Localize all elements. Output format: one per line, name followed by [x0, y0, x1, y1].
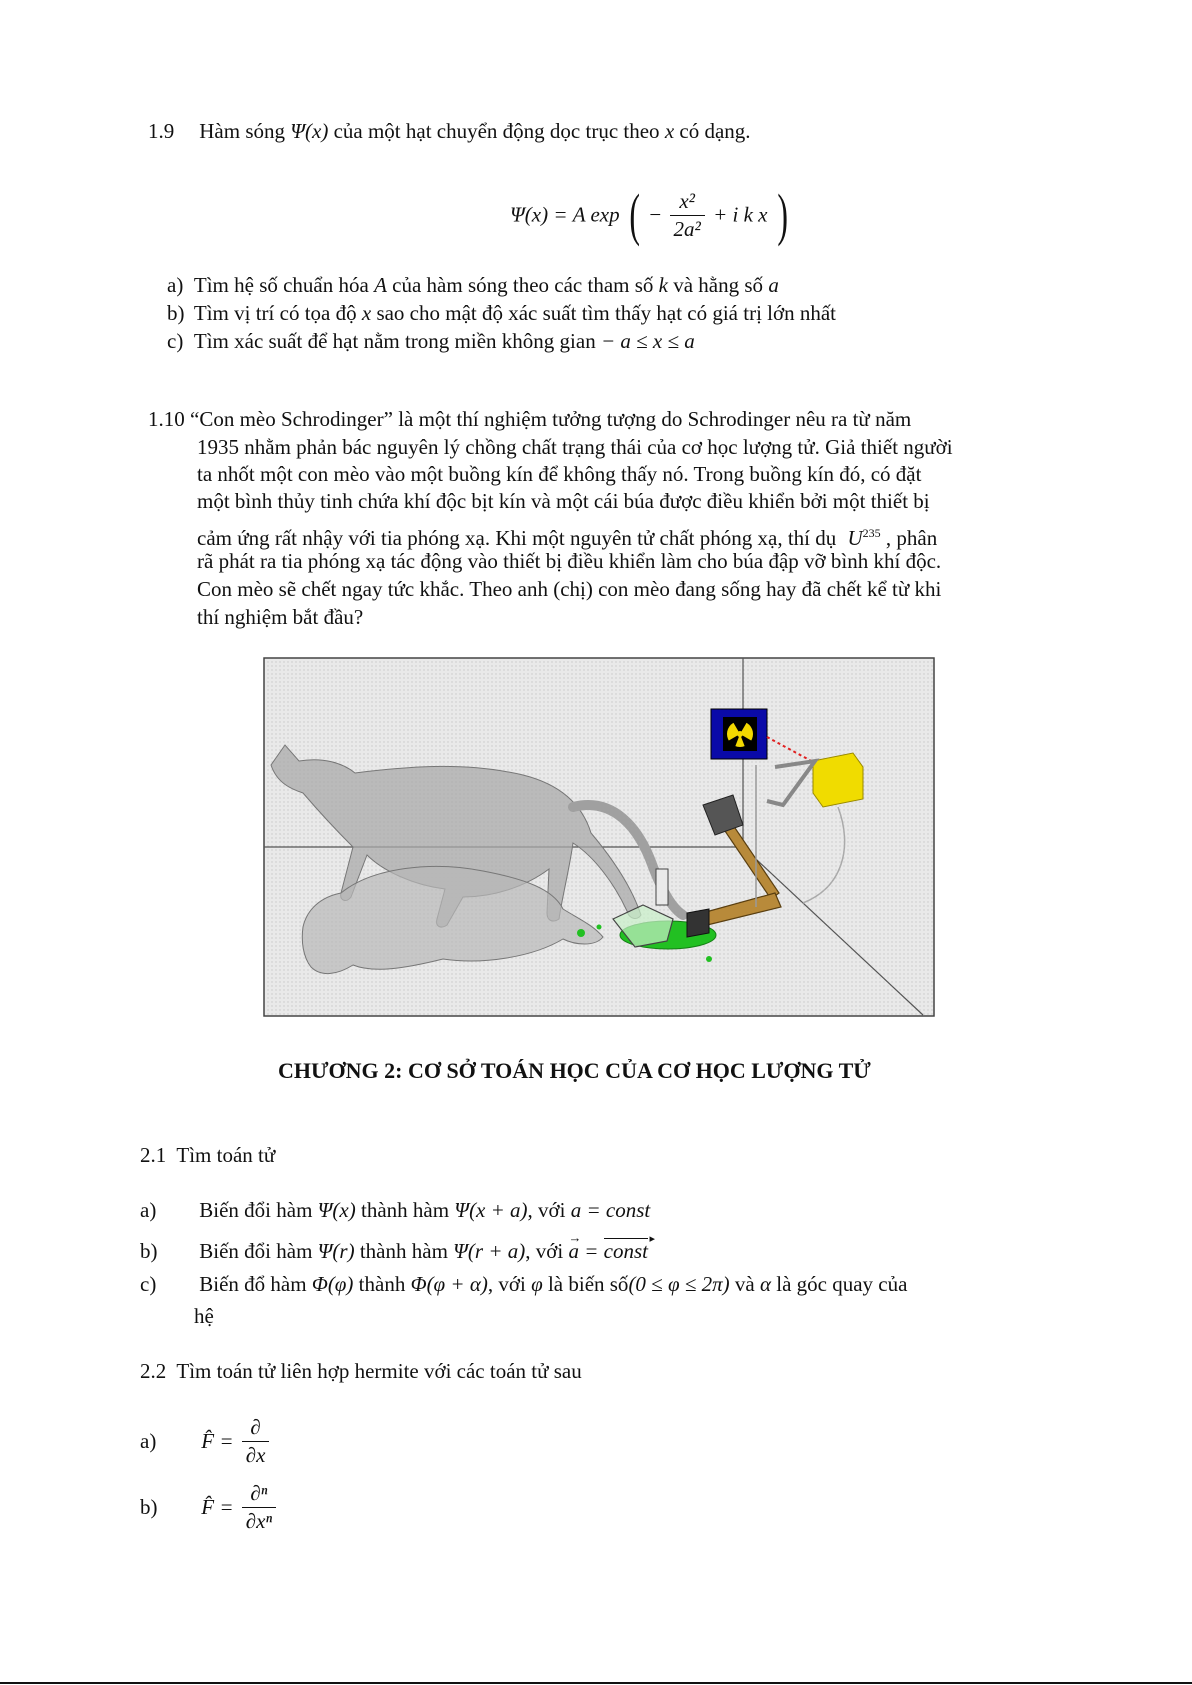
equation-wavefunction [510, 182, 792, 256]
denominator: ∂x [242, 1441, 270, 1469]
problem-2-2-a [140, 1414, 272, 1478]
math-psi-vector-shifted: Ψ(r + a) [453, 1239, 526, 1263]
text: Tìm hệ số chuẩn hóa [193, 273, 369, 297]
operator-F-hat: F̂ = [201, 1495, 234, 1519]
fraction [670, 188, 705, 243]
problem-1-10-line6: rã phát ra tia phóng xạ tác động vào thiết bị điều khiển làm cho búa đập vỡ bình khí độc. [197, 549, 942, 573]
item-label: b) [140, 1495, 158, 1519]
chapter-heading: CHƯƠNG 2: CƠ SỞ TOÁN HỌC CỦA CƠ HỌC LƯỢNG TỬ [278, 1058, 871, 1083]
hammer-anvil [687, 909, 709, 937]
text: “Con mèo Schrodinger” là một thí nghiệm tưởng tượng do Schrodinger nêu ra từ năm [190, 407, 912, 431]
text: của một hạt chuyển động dọc trục theo [333, 119, 660, 143]
schrodinger-cat-illustration [263, 657, 935, 1017]
problem-2-2-b [140, 1480, 279, 1544]
right-paren: ) [777, 182, 788, 247]
text: Biến đổ hàm [199, 1272, 307, 1296]
denominator: ∂xⁿ [242, 1507, 276, 1535]
math-vector-a: → a [568, 1239, 579, 1263]
math-x: x [664, 119, 675, 143]
fraction [242, 1414, 270, 1469]
math-varphi: φ [531, 1272, 543, 1296]
text: Tìm xác suất để hạt nằm trong miền không gian [193, 329, 596, 353]
problem-1-10-line2: 1935 nhằm phản bác nguyên lý chồng chất trạng thái của cơ học lượng tử. Giả thiết người [197, 435, 953, 459]
math-k: k [658, 273, 668, 297]
math-const-vector: const ▸ [604, 1238, 648, 1263]
text: Tìm toán tử liên hợp hermite với các toán tử sau [176, 1359, 582, 1383]
math-psi-shifted: Ψ(x + a) [454, 1198, 528, 1222]
math-psi: Ψ(x) [290, 119, 329, 143]
text: , với [487, 1272, 526, 1296]
math-range: (0 ≤ φ ≤ 2π) [628, 1272, 730, 1296]
text: , với [525, 1239, 564, 1263]
flask-neck [656, 869, 668, 905]
problem-1-9-b [167, 300, 836, 327]
problem-1-10-line4: một bình thủy tinh chứa khí độc bịt kín và một cái búa được điều khiển bởi một thiết bị [197, 489, 930, 513]
text: Tìm toán tử [176, 1143, 276, 1167]
fraction [242, 1480, 276, 1535]
item-label: a) [140, 1429, 157, 1453]
problem-1-10-line3: ta nhốt một con mèo vào một buồng kín để không thấy nó. Trong buồng kín đó, có đặt [197, 462, 922, 486]
text: thành hàm [359, 1239, 448, 1263]
item-label: c) [167, 329, 184, 353]
math-A: A [374, 273, 387, 297]
problem-1-10-line1 [148, 406, 911, 433]
item-label: b) [167, 301, 185, 325]
text: Biến đổi hàm [199, 1198, 313, 1222]
denominator: 2a² [670, 215, 705, 243]
math-x: x [361, 301, 372, 325]
numerator: ∂ [250, 1415, 261, 1439]
item-label: c) [140, 1272, 157, 1296]
item-label: a) [167, 273, 184, 297]
equation-lhs: Ψ(x) = A exp [510, 202, 620, 227]
math-a: a [768, 273, 779, 297]
minus-sign: − [649, 202, 662, 227]
problem-2-1-c-continued: hệ [194, 1304, 214, 1328]
problem-number: 1.9 [148, 119, 175, 143]
numerator: ∂ⁿ [250, 1481, 268, 1505]
left-paren: ( [629, 182, 640, 247]
problem-1-10-line8: thí nghiệm bắt đầu? [197, 605, 364, 629]
text: cảm ứng rất nhậy với tia phóng xạ. Khi một nguyên tử chất phóng xạ, thí dụ [197, 526, 837, 550]
text: và [734, 1272, 755, 1296]
text: sao cho mật độ xác suất tìm thấy hạt có giá trị lớn nhất [376, 301, 837, 325]
numerator: x² [679, 188, 695, 213]
problem-2-2-title [140, 1358, 582, 1385]
math-psi-vector: Ψ(r) [317, 1239, 355, 1263]
math-range: − a ≤ x ≤ a [600, 329, 695, 353]
text: là biến số [547, 1272, 629, 1296]
problem-number: 2.1 [140, 1143, 167, 1167]
text: có dạng. [679, 119, 751, 143]
text: của hàm sóng theo các tham số [392, 273, 654, 297]
math-phi-shifted: Φ(φ + α) [410, 1272, 488, 1296]
equation-tail: + i k x [713, 202, 768, 227]
detector-box [813, 753, 863, 807]
page-bottom-rule [0, 1682, 1192, 1684]
problem-number: 2.2 [140, 1359, 167, 1383]
text: thành hàm [360, 1198, 450, 1222]
problem-1-9-intro [148, 118, 751, 145]
item-label: a) [140, 1198, 157, 1222]
math-condition: a = const [570, 1198, 651, 1222]
text: Tìm vị trí có tọa độ [193, 301, 357, 325]
problem-2-1-title [140, 1142, 275, 1169]
math-U: U [847, 526, 863, 550]
problem-1-9-c [167, 328, 695, 355]
math-phi: Φ(φ) [311, 1272, 354, 1296]
item-label: b) [140, 1239, 158, 1263]
problem-1-9-a [167, 272, 779, 299]
text: Biến đổi hàm [199, 1239, 313, 1263]
math-psi: Ψ(x) [317, 1198, 356, 1222]
problem-2-1-b [140, 1238, 648, 1265]
text: , với [527, 1198, 566, 1222]
text: Hàm sóng [199, 119, 285, 143]
text: , phân [885, 526, 938, 550]
text: là góc quay của [776, 1272, 908, 1296]
math-equals: = [578, 1239, 604, 1263]
problem-number: 1.10 [148, 407, 185, 431]
operator-F-hat: F̂ = [201, 1429, 234, 1453]
problem-1-10-line7: Con mèo sẽ chết ngay tức khắc. Theo anh (chị) con mèo đang sống hay đã chết kể từ khi [197, 577, 942, 601]
text: thành [358, 1272, 406, 1296]
superscript: 235 [862, 526, 881, 540]
text: và hằng số [673, 273, 764, 297]
problem-2-1-a [140, 1197, 650, 1224]
math-alpha: α [759, 1272, 771, 1296]
problem-2-1-c [140, 1271, 1070, 1298]
